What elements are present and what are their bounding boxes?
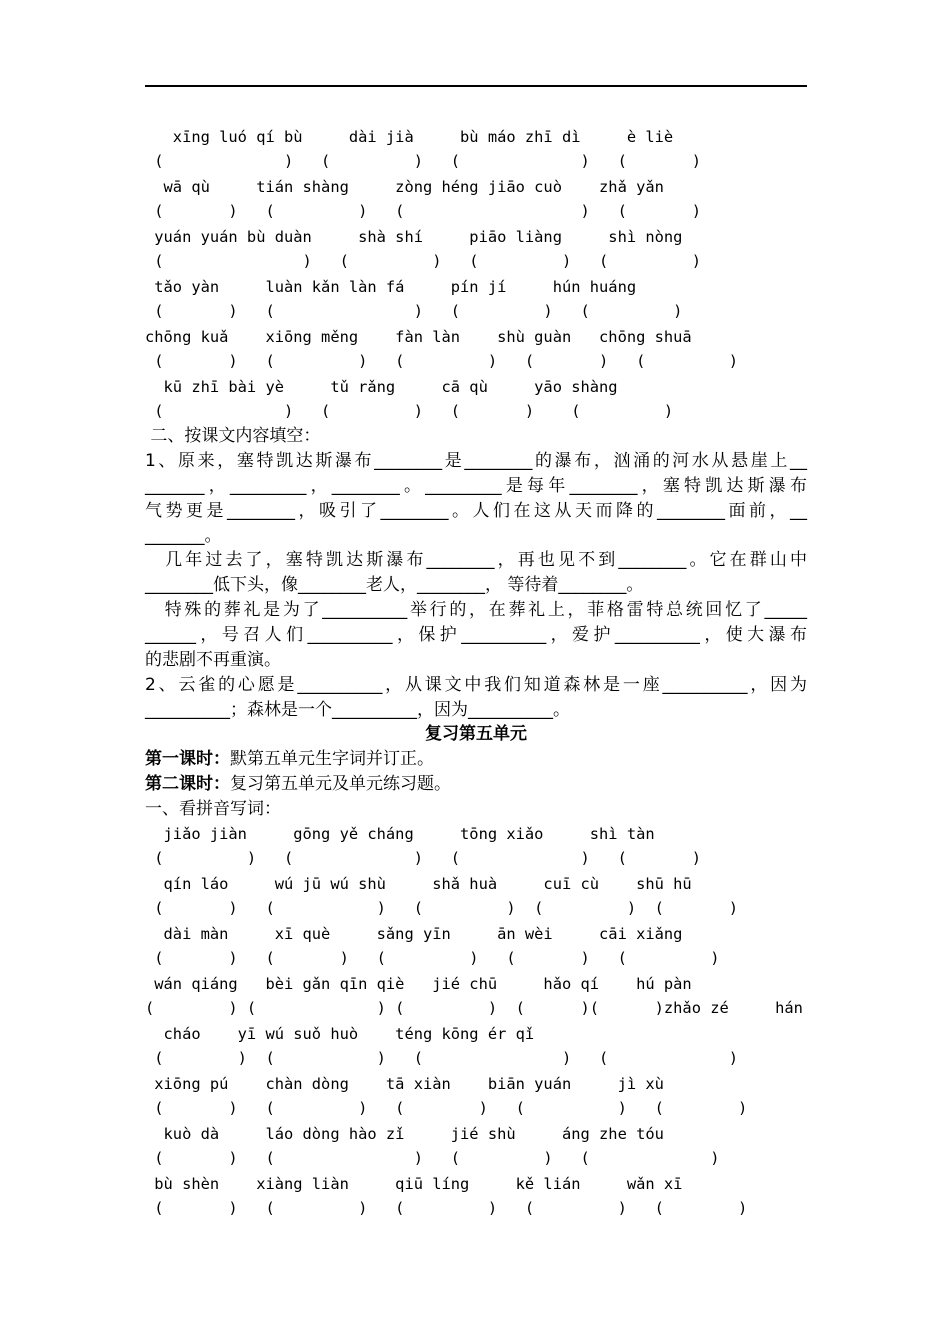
pinyin-row: kuò dà láo dòng hào zǐ jié shù áng zhe tóu xyxy=(145,1125,664,1143)
fill-line: __________；森林是一个__________，因为__________。 xyxy=(145,700,570,720)
lesson-label: 第一课时： xyxy=(145,749,230,769)
pinyin-row: wán qiáng bèi gǎn qīn qiè jié chū hǎo qí hú pàn xyxy=(145,975,692,993)
fill-line: 2、云雀的心愿是__________，从课文中我们知道森林是一座__________，因为 xyxy=(145,675,807,695)
answer-row: ( ) ( ) ( ) ( ) ( ) xyxy=(145,352,739,370)
pinyin-row: xīng luó qí bù dài jià bù máo zhī dì è liè xyxy=(145,128,674,146)
lesson-label: 第二课时： xyxy=(145,774,230,794)
answer-row: ( ) ( ) ( ) ( ) xyxy=(145,252,701,270)
lesson-text: 复习第五单元及单元练习题。 xyxy=(230,774,451,794)
answer-row: ( ) ( ) ( ) ( ) xyxy=(145,849,701,867)
header-rule xyxy=(145,85,807,87)
answer-row: ( ) ( ) ( ) ( ) xyxy=(145,152,701,170)
pinyin-row: cháo yī wú suǒ huò téng kōng ér qǐ xyxy=(145,1025,535,1043)
pinyin-row: kū zhī bài yè tǔ rǎng cā qù yāo shàng xyxy=(145,378,618,396)
fill-line: _______，_________，________。_________是每年________，塞特凯达斯瀑布 xyxy=(145,476,807,496)
lesson-line xyxy=(145,772,807,796)
answer-row: ( ) ( ) ( ) ( ) xyxy=(145,1149,720,1167)
fill-line: 特殊的葬礼是为了__________举行的，在葬礼上，菲格雷特总统回忆了_____ xyxy=(145,600,807,620)
pinyin-row: xiōng pú chàn dòng tā xiàn biān yuán jì xù xyxy=(145,1075,664,1093)
answer-row: ( ) ( ) ( ) ( ) xyxy=(145,1049,739,1067)
pinyin-row: bù shèn xiàng liàn qiū líng kě lián wǎn xī xyxy=(145,1175,683,1193)
pinyin-row: dài màn xī què sǎng yīn ān wèi cāi xiǎng xyxy=(145,925,683,943)
unit-title: 复习第五单元 xyxy=(425,724,527,744)
section-heading: 二、按课文内容填空： xyxy=(145,426,321,446)
answer-row: ( ) ( ) ( ) ( ) ( ) xyxy=(145,1099,748,1117)
fill-line: 气势更是________，吸引了________。人们在这从天而降的________面前，__ xyxy=(145,501,807,521)
lesson-line xyxy=(145,747,807,771)
fill-line: ______，号召人们__________，保护__________，爱护__________，使大瀑布 xyxy=(145,625,807,645)
pinyin-row: tǎo yàn luàn kǎn làn fá pín jí hún huáng xyxy=(145,278,637,296)
pinyin-row: jiǎo jiàn gōng yě cháng tōng xiǎo shì tàn xyxy=(145,825,655,843)
fill-line: 1、原来，塞特凯达斯瀑布________是________的瀑布，汹涌的河水从悬崖上__ xyxy=(145,451,807,471)
pinyin-row: chōng kuǎ xiōng měng fàn làn shù guàn chōng shuā xyxy=(145,328,692,346)
answer-row: ( ) ( ) ( ) ( ) xyxy=(145,402,674,420)
fill-line: 几年过去了，塞特凯达斯瀑布________，再也见不到________。它在群山中 xyxy=(145,550,807,570)
answer-row: ( ) ( ) ( ) ( ) ( ) xyxy=(145,899,739,917)
answer-row: ( ) ( ) ( ) ( )( )zhǎo zé hán xyxy=(145,999,803,1017)
answer-row: ( ) ( ) ( ) ( ) ( ) xyxy=(145,1199,748,1217)
pinyin-row: qín láo wú jū wú shù shǎ huà cuī cù shū hū xyxy=(145,875,692,893)
pinyin-row: yuán yuán bù duàn shà shí piāo liàng shì nòng xyxy=(145,228,683,246)
pinyin-row: wā qù tián shàng zòng héng jiāo cuò zhǎ yǎn xyxy=(145,178,664,196)
lesson-text: 默第五单元生字词并订正。 xyxy=(230,749,434,769)
fill-line: 的悲剧不再重演。 xyxy=(145,650,281,670)
fill-line: _______。 xyxy=(145,526,222,546)
answer-row: ( ) ( ) ( ) ( ) xyxy=(145,202,701,220)
answer-row: ( ) ( ) ( ) ( ) ( ) xyxy=(145,949,720,967)
answer-row: ( ) ( ) ( ) ( ) xyxy=(145,302,683,320)
section-heading: 一、看拼音写词： xyxy=(145,799,281,819)
fill-line: ________低下头，像________老人，________， 等待着________。 xyxy=(145,575,644,595)
